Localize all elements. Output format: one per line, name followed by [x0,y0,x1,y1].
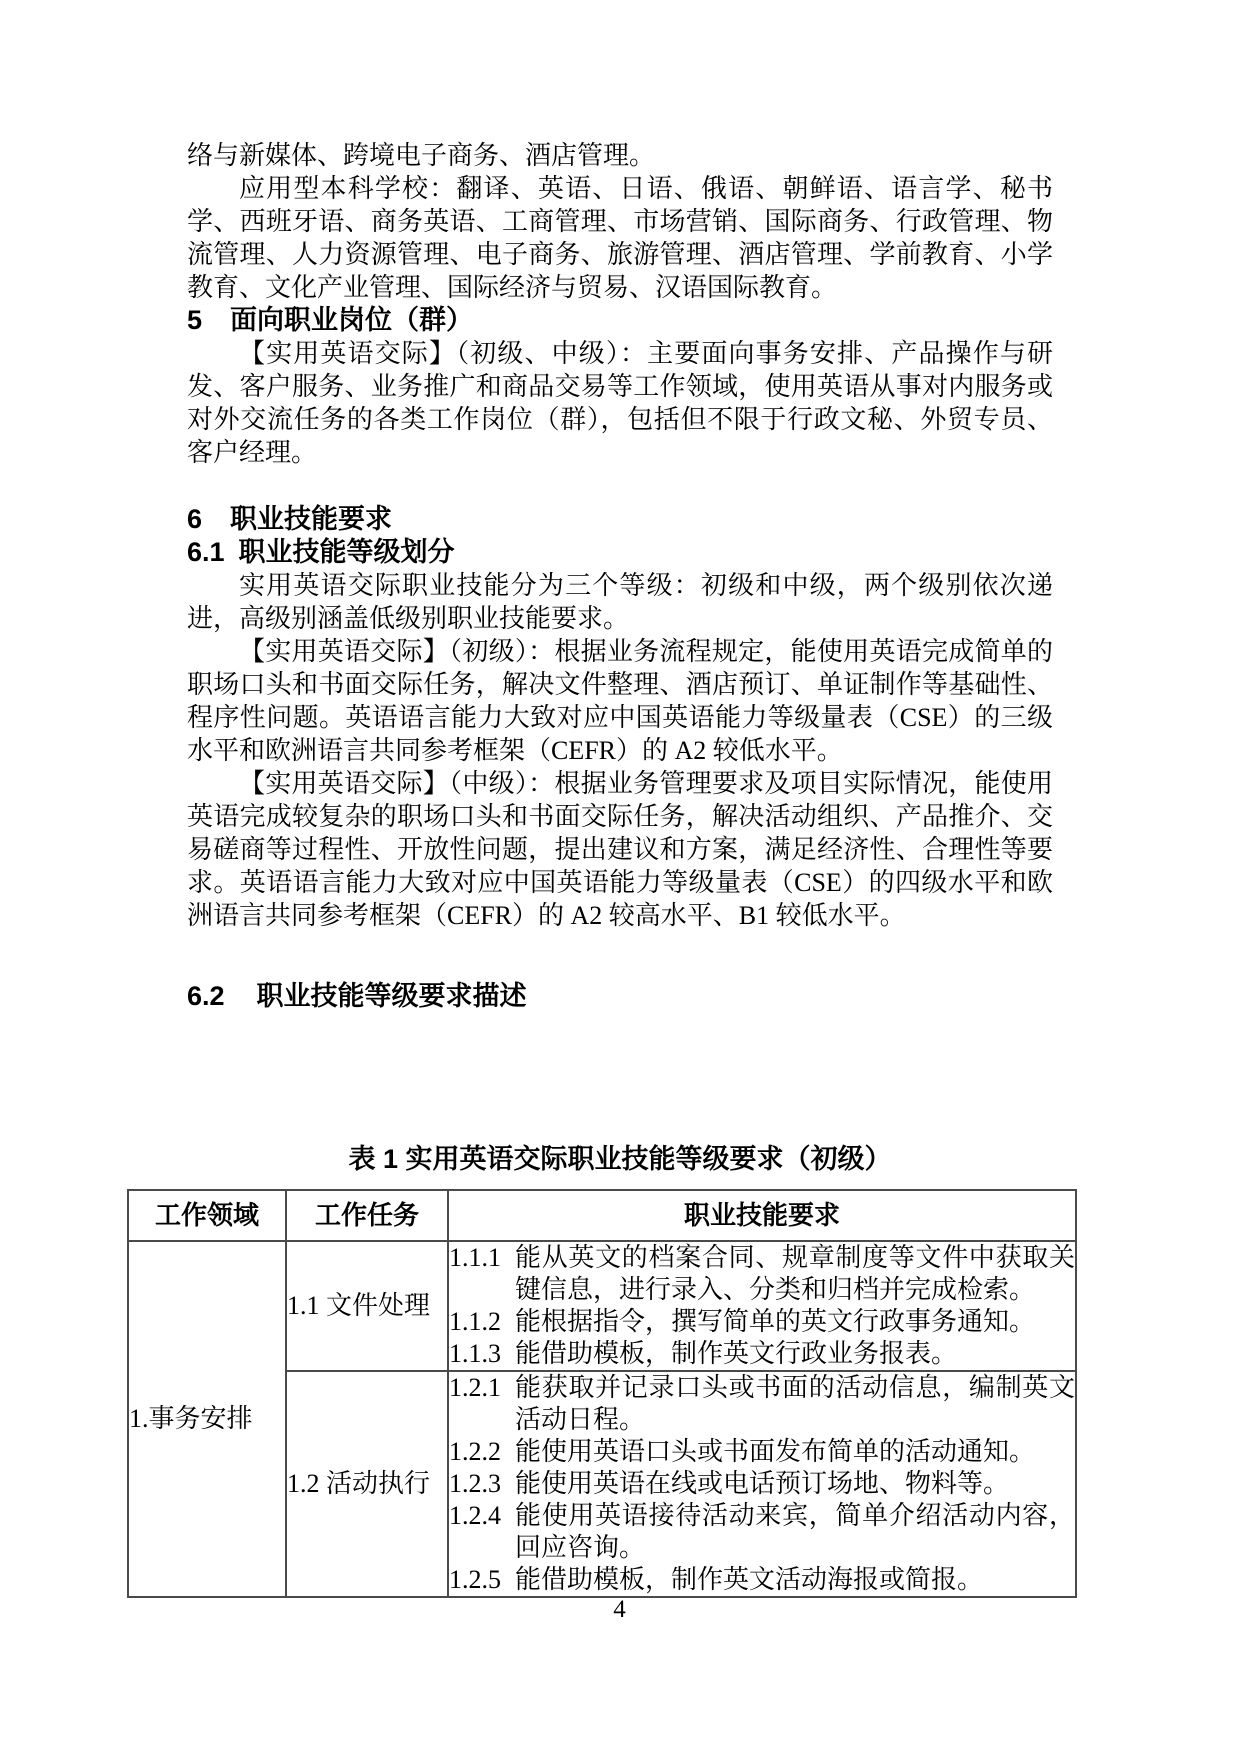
requirement-number: 1.2.3 [449,1469,501,1498]
work-task-cell: 1.2 活动执行 [286,1371,448,1597]
header-work-domain: 工作领域 [128,1190,286,1241]
section-number: 6.2 [187,981,225,1011]
requirement-number: 1.1.1 [449,1243,501,1272]
requirement-number: 1.2.4 [449,1501,501,1530]
requirement-number: 1.2.2 [449,1437,501,1466]
requirement-text: 能获取并记录口头或书面的活动信息，编制英文活动日程。 [515,1373,1075,1434]
requirement-item [449,1372,1075,1436]
work-task-cell: 1.1 文件处理 [286,1241,448,1371]
requirements-cell [448,1371,1076,1597]
requirement-text: 能使用英语在线或电话预订场地、物料等。 [515,1469,1010,1498]
section-heading-5 [187,304,1053,337]
requirement-text: 能使用英语口头或书面发布简单的活动通知。 [515,1437,1036,1466]
requirement-text: 能从英文的档案合同、规章制度等文件中获取关键信息，进行录入、分类和归档并完成检索。 [515,1243,1075,1304]
section-heading-6-2 [187,980,1053,1013]
paragraph-level-division: 实用英语交际职业技能分为三个等级：初级和中级，两个级别依次递进，高级别涵盖低级别职业技能要求。 [187,571,1053,633]
requirement-number: 1.1.2 [449,1307,501,1336]
section-title: 职业技能等级要求描述 [256,981,527,1011]
page-content [129,139,1075,1598]
paragraph-elementary-level: 【实用英语交际】（初级）：根据业务流程规定，能使用英语完成简单的职场口头和书面交际任务，解决文件整理、酒店预订、单证制作等基础性、程序性问题。英语语言能力大致对应中国英语能力等级量表（CSE）的三级水平和欧洲语言共同参考框架（CEFR）的 A2 较低水平。 [187,637,1053,765]
header-work-task: 工作任务 [286,1190,448,1241]
paragraph-job-positions: 【实用英语交际】（初级、中级）：主要面向事务安排、产品操作与研发、客户服务、业务推广和商品交易等工作领域，使用英语从事对内服务或对外交流任务的各类工作岗位（群），包括但不限于行政文秘、外贸专员、客户经理。 [187,339,1053,467]
requirement-item [449,1500,1075,1564]
requirement-text: 能借助模板，制作英文行政业务报表。 [515,1339,958,1368]
requirement-text: 能使用英语接待活动来宾，简单介绍活动内容，回应咨询。 [515,1501,1075,1562]
requirement-item [449,1306,1075,1338]
requirement-item [449,1242,1075,1306]
section-title: 面向职业岗位（群） [230,305,474,335]
paragraph-applied-universities: 应用型本科学校：翻译、英语、日语、俄语、朝鲜语、语言学、秘书学、西班牙语、商务英语、工商管理、市场营销、国际商务、行政管理、物流管理、人力资源管理、电子商务、旅游管理、酒店管理、学前教育、小学教育、文化产业管理、国际经济与贸易、汉语国际教育。 [187,174,1053,302]
work-domain-cell: 1.事务安排 [128,1241,286,1597]
table-header-row [128,1190,1076,1241]
section-heading-6-1 [187,536,1053,569]
section-heading-6 [187,503,1053,536]
table-caption: 表 1 实用英语交际职业技能等级要求（初级） [348,1144,892,1174]
skills-table-wrap [127,1189,1075,1598]
page-number: 4 [613,1596,626,1623]
paragraph-continued: 络与新媒体、跨境电子商务、酒店管理。 [187,141,656,170]
section-number: 6 [187,504,203,534]
requirement-number: 1.2.1 [449,1373,501,1402]
section-number: 6.1 [187,537,225,567]
requirement-item [449,1468,1075,1500]
section-title: 职业技能等级划分 [238,537,455,567]
requirement-item [449,1564,1075,1596]
requirement-item [449,1338,1075,1370]
section-number: 5 [187,305,203,335]
requirement-text: 能借助模板，制作英文活动海报或简报。 [515,1565,984,1594]
table-row [128,1241,1076,1371]
requirement-item [449,1436,1075,1468]
header-skill-requirements: 职业技能要求 [448,1190,1076,1241]
requirement-number: 1.2.5 [449,1565,501,1594]
requirements-cell [448,1241,1076,1371]
skills-table [127,1189,1077,1598]
paragraph-intermediate-level: 【实用英语交际】（中级）：根据业务管理要求及项目实际情况，能使用英语完成较复杂的职场口头和书面交际任务，解决活动组织、产品推介、交易磋商等过程性、开放性问题，提出建议和方案，满足经济性、合理性等要求。英语语言能力大致对应中国英语能力等级量表（CSE）的四级水平和欧洲语言共同参考框架（CEFR）的 A2 较高水平、B1 较低水平。 [187,769,1053,930]
requirement-text: 能根据指令，撰写简单的英文行政事务通知。 [515,1307,1036,1336]
requirement-number: 1.1.3 [449,1339,501,1368]
section-title: 职业技能要求 [230,504,393,534]
